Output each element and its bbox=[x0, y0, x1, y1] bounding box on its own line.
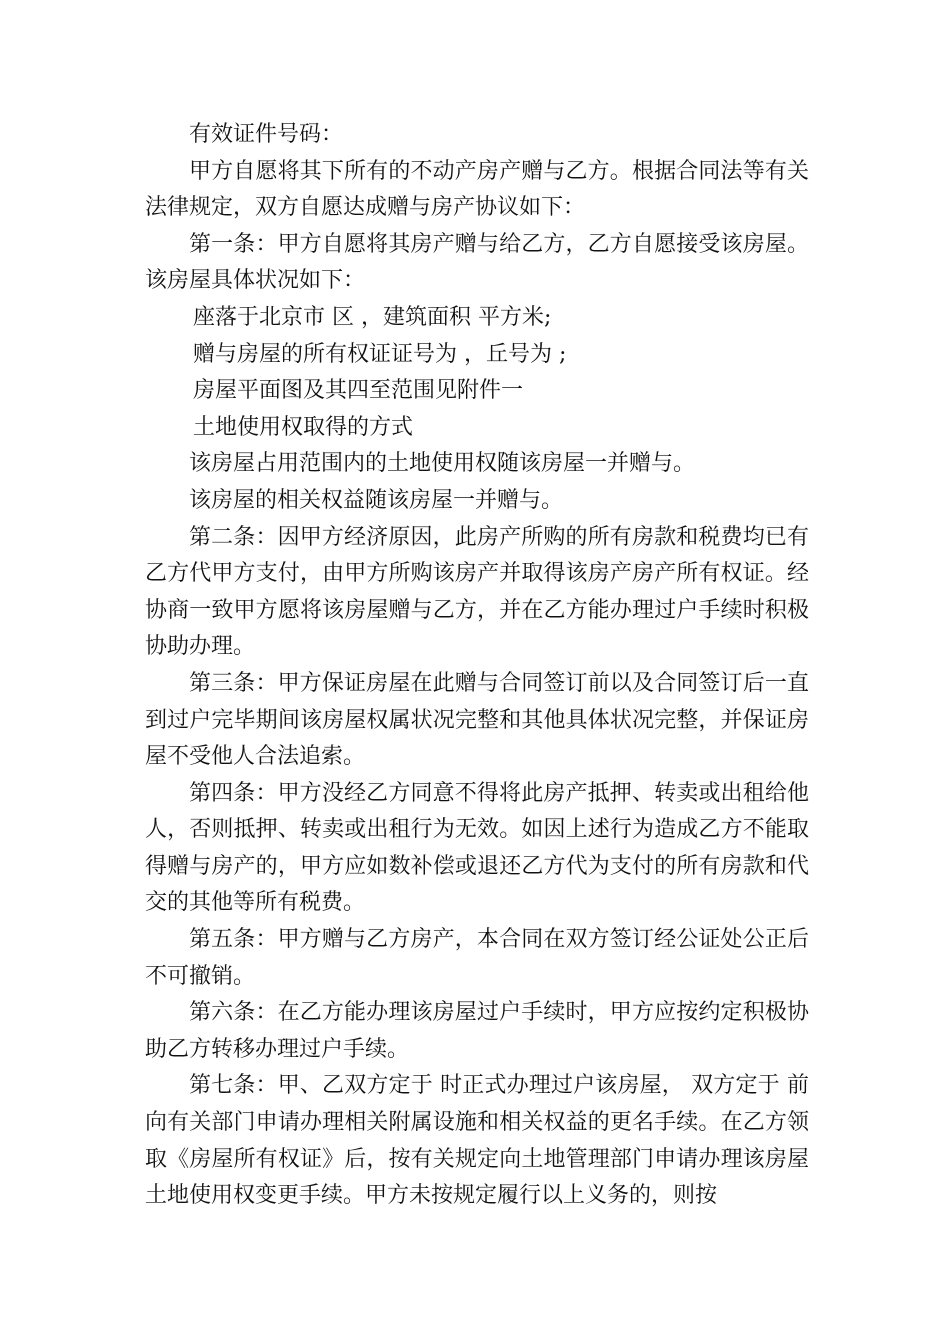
paragraph-text: 房屋平面图及其四至范围见附件一 bbox=[193, 378, 524, 404]
paragraph-article-2 bbox=[145, 520, 809, 666]
paragraph-text: 该房屋的相关权益随该房屋一并赠与。 bbox=[189, 487, 564, 513]
paragraph-land-scope bbox=[145, 446, 809, 483]
paragraph-item-location bbox=[145, 300, 809, 337]
paragraph-article-5 bbox=[145, 922, 809, 995]
paragraph-text: 该房屋占用范围内的土地使用权随该房屋一并赠与。 bbox=[189, 451, 696, 477]
paragraph-text: 第七条：甲、乙双方定于 时正式办理过户该房屋， 双方定于 前向有关部门申请办理相关附属设施和相关权益的更名手续。在乙方领取《房屋所有权证》后，按有关规定向土地管理部门申请办理该房屋土地使用权变更手续。甲方未按规定履行以上义务的，则按 bbox=[145, 1073, 809, 1209]
paragraph-text: 第六条：在乙方能办理该房屋过户手续时，甲方应按约定积极协助乙方转移办理过户手续。 bbox=[145, 1000, 809, 1062]
paragraph-article-6 bbox=[145, 995, 809, 1068]
paragraph-article-7 bbox=[145, 1068, 809, 1214]
paragraph-text: 座落于北京市 区 ，建筑面积 平方米; bbox=[193, 304, 552, 330]
paragraph-item-land-right bbox=[145, 410, 809, 447]
paragraph-text: 第一条：甲方自愿将其房产赠与给乙方，乙方自愿接受该房屋。该房屋具体状况如下： bbox=[145, 231, 809, 294]
paragraph-text: 第三条：甲方保证房屋在此赠与合同签订前以及合同签订后一直到过户完毕期间该房屋权属状况完整和其他具体状况完整，并保证房屋不受他人合法追索。 bbox=[145, 670, 809, 770]
paragraph-text: 第四条：甲方没经乙方同意不得将此房产抵押、转卖或出租给他人，否则抵押、转卖或出租行为无效。如因上述行为造成乙方不能取得赠与房产的，甲方应如数补偿或退还乙方代为支付的所有房款和代交的其他等所有税费。 bbox=[145, 780, 809, 916]
paragraph-text: 第五条：甲方赠与乙方房产，本合同在双方签订经公证处公正后不可撤销。 bbox=[145, 927, 809, 989]
paragraph-text: 第二条：因甲方经济原因，此房产所购的所有房款和税费均已有乙方代甲方支付，由甲方所购该房产并取得该房产房产所有权证。经协商一致甲方愿将该房屋赠与乙方，并在乙方能办理过户手续时积极协助办理。 bbox=[145, 524, 809, 660]
contract-body bbox=[145, 117, 809, 1215]
paragraph-article-3 bbox=[145, 666, 809, 776]
paragraph-text: 赠与房屋的所有权证证号为 ，丘号为 ; bbox=[193, 341, 567, 367]
paragraph-id-number bbox=[145, 117, 809, 154]
paragraph-item-certificate bbox=[145, 337, 809, 374]
paragraph-item-floorplan bbox=[145, 373, 809, 410]
paragraph-article-4 bbox=[145, 776, 809, 922]
paragraph-text: 有效证件号码： bbox=[189, 122, 344, 147]
paragraph-text: 甲方自愿将其下所有的不动产房产赠与乙方。根据合同法等有关法律规定，双方自愿达成赠与房产协议如下： bbox=[145, 158, 809, 221]
paragraph-intro bbox=[145, 154, 809, 227]
paragraph-related-rights bbox=[145, 483, 809, 520]
paragraph-article-1 bbox=[145, 227, 809, 300]
paragraph-text: 土地使用权取得的方式 bbox=[193, 414, 414, 440]
